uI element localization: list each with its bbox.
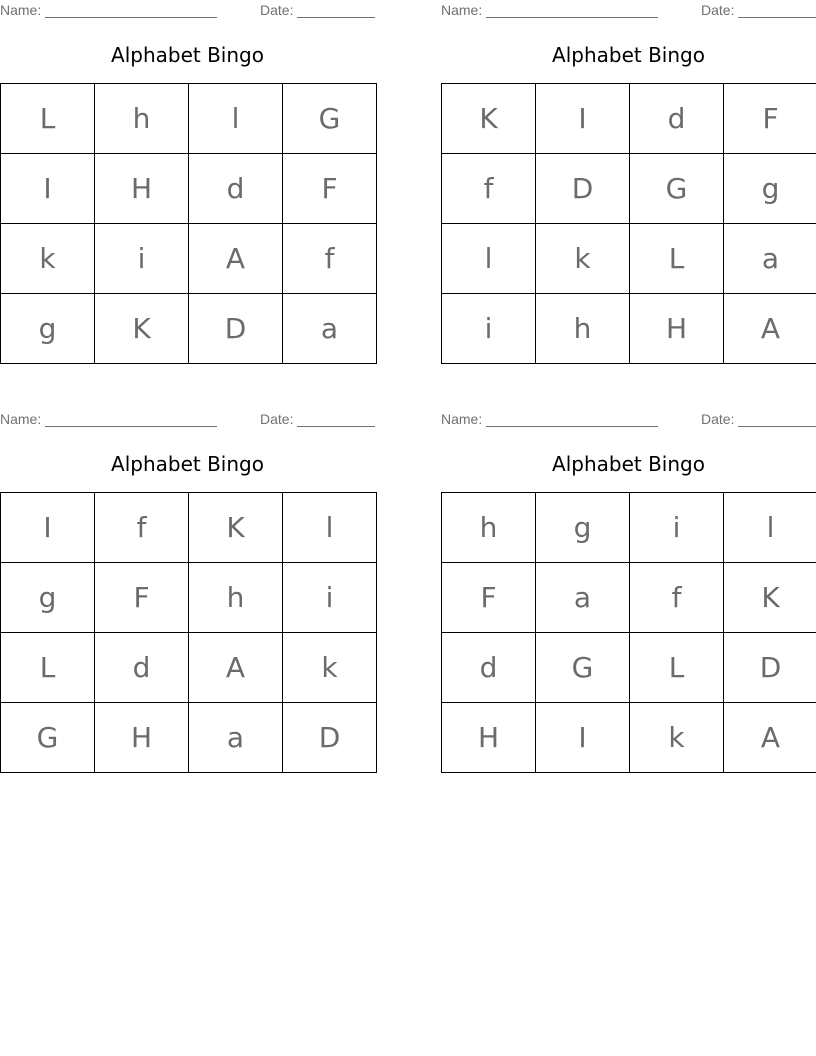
bingo-row <box>1 84 377 154</box>
bingo-cell: h <box>189 563 283 633</box>
bingo-cell: a <box>724 224 816 294</box>
bingo-cell: F <box>283 154 377 224</box>
name-label: Name: <box>441 411 483 427</box>
bingo-row <box>1 703 377 773</box>
date-label: Date: <box>260 411 294 427</box>
bingo-cell: D <box>724 633 816 703</box>
bingo-cell: I <box>1 493 95 563</box>
card-title: Alphabet Bingo <box>111 452 264 476</box>
name-label: Name: <box>0 2 42 18</box>
bingo-cell: D <box>536 154 630 224</box>
bingo-cell: L <box>1 633 95 703</box>
bingo-cell: F <box>724 84 816 154</box>
info-row <box>0 2 375 18</box>
info-row <box>441 2 816 18</box>
bingo-cell: f <box>95 493 189 563</box>
bingo-row <box>1 224 377 294</box>
bingo-row <box>1 493 377 563</box>
name-label: Name: <box>0 411 42 427</box>
bingo-cell: k <box>283 633 377 703</box>
bingo-cell: l <box>283 493 377 563</box>
bingo-cell: l <box>442 224 536 294</box>
bingo-cell: g <box>536 493 630 563</box>
bingo-cell: H <box>95 154 189 224</box>
bingo-cell: h <box>442 493 536 563</box>
bingo-cell: h <box>95 84 189 154</box>
bingo-cell: i <box>283 563 377 633</box>
bingo-cell: k <box>630 703 724 773</box>
bingo-row <box>442 84 816 154</box>
name-blank-line <box>45 426 217 427</box>
bingo-cell: D <box>189 294 283 364</box>
bingo-row <box>442 294 816 364</box>
bingo-cell: l <box>724 493 816 563</box>
bingo-cell: I <box>1 154 95 224</box>
date-label: Date: <box>701 411 735 427</box>
bingo-cell: K <box>189 493 283 563</box>
bingo-cell: g <box>1 294 95 364</box>
bingo-cell: F <box>95 563 189 633</box>
bingo-cell: L <box>630 224 724 294</box>
bingo-cell: A <box>724 294 816 364</box>
bingo-cell: h <box>536 294 630 364</box>
bingo-card <box>441 0 816 345</box>
date-blank-line <box>297 426 375 427</box>
bingo-cell: H <box>442 703 536 773</box>
bingo-cell: I <box>536 703 630 773</box>
bingo-grid <box>441 492 816 773</box>
bingo-row <box>442 703 816 773</box>
bingo-cell: H <box>630 294 724 364</box>
date-blank-line <box>738 17 816 18</box>
bingo-cell: i <box>95 224 189 294</box>
bingo-cell: k <box>536 224 630 294</box>
bingo-cell: d <box>189 154 283 224</box>
card-title: Alphabet Bingo <box>552 43 705 67</box>
bingo-cell: G <box>536 633 630 703</box>
card-title: Alphabet Bingo <box>111 43 264 67</box>
bingo-cell: l <box>189 84 283 154</box>
bingo-card <box>441 409 816 754</box>
bingo-cell: g <box>724 154 816 224</box>
bingo-cell: L <box>1 84 95 154</box>
bingo-cell: D <box>283 703 377 773</box>
name-blank-line <box>486 426 658 427</box>
date-blank-line <box>738 426 816 427</box>
bingo-cell: a <box>536 563 630 633</box>
bingo-cell: K <box>95 294 189 364</box>
bingo-cell: G <box>630 154 724 224</box>
bingo-cell: K <box>724 563 816 633</box>
card-title: Alphabet Bingo <box>552 452 705 476</box>
bingo-row <box>1 294 377 364</box>
bingo-row <box>442 154 816 224</box>
bingo-cell: a <box>283 294 377 364</box>
bingo-cell: K <box>442 84 536 154</box>
name-label: Name: <box>441 2 483 18</box>
bingo-card <box>0 409 375 754</box>
bingo-row <box>1 563 377 633</box>
bingo-cell: A <box>189 633 283 703</box>
bingo-cell: d <box>95 633 189 703</box>
bingo-cell: H <box>95 703 189 773</box>
info-row <box>0 411 375 427</box>
bingo-cell: k <box>1 224 95 294</box>
bingo-cell: d <box>630 84 724 154</box>
bingo-cell: I <box>536 84 630 154</box>
bingo-row <box>1 633 377 703</box>
date-blank-line <box>297 17 375 18</box>
bingo-cell: G <box>283 84 377 154</box>
bingo-cell: f <box>630 563 724 633</box>
bingo-cell: g <box>1 563 95 633</box>
bingo-row <box>442 224 816 294</box>
bingo-card <box>0 0 375 345</box>
bingo-grid <box>441 83 816 364</box>
bingo-row <box>442 633 816 703</box>
bingo-cell: G <box>1 703 95 773</box>
date-label: Date: <box>701 2 735 18</box>
bingo-row <box>442 493 816 563</box>
bingo-cell: A <box>724 703 816 773</box>
bingo-cell: i <box>442 294 536 364</box>
bingo-cell: f <box>283 224 377 294</box>
bingo-cell: F <box>442 563 536 633</box>
bingo-row <box>1 154 377 224</box>
bingo-cell: A <box>189 224 283 294</box>
name-blank-line <box>486 17 658 18</box>
info-row <box>441 411 816 427</box>
bingo-cell: f <box>442 154 536 224</box>
date-label: Date: <box>260 2 294 18</box>
bingo-cell: a <box>189 703 283 773</box>
name-blank-line <box>45 17 217 18</box>
bingo-grid <box>0 83 377 364</box>
bingo-cell: d <box>442 633 536 703</box>
bingo-row <box>442 563 816 633</box>
bingo-grid <box>0 492 377 773</box>
bingo-cell: L <box>630 633 724 703</box>
bingo-cell: i <box>630 493 724 563</box>
